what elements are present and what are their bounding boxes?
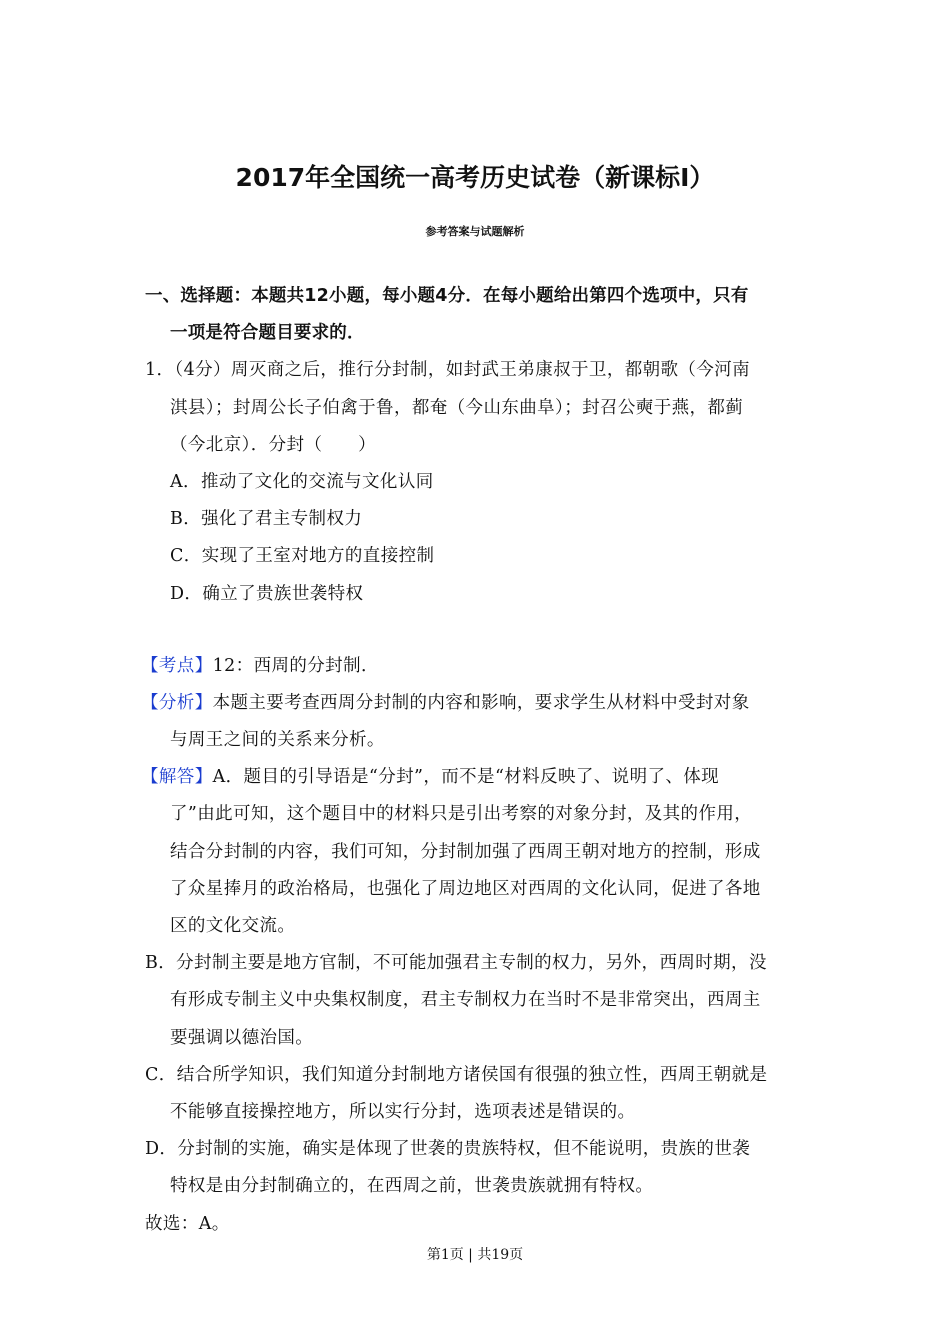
fenxi-text: 本题主要考查西周分封制的内容和影响，要求学生从材料中受封对象 xyxy=(212,692,750,713)
explain-b: B．分封制主要是地方官制，不可能加强君主专制的权力，另外，西周时期，没 xyxy=(145,953,767,974)
jieda-text: A．题目的引导语是“分封”，而不是“材料反映了、说明了、体现 xyxy=(212,767,720,788)
fenxi xyxy=(141,685,810,722)
jieda-tag: 【解答】 xyxy=(141,767,213,788)
option-d: D．确立了贵族世袭特权 xyxy=(170,583,364,604)
page-title: 2017年全国统一高考历史试卷（新课标Ⅰ） xyxy=(235,163,715,192)
page-subtitle: 参考答案与试题解析 xyxy=(425,225,525,238)
explain-d: 特权是由分封制确立的，在西周之前，世袭贵族就拥有特权。 xyxy=(170,1176,654,1197)
explain-c: 不能够直接操控地方，所以实行分封，选项表述是错误的。 xyxy=(170,1101,636,1122)
jieda-text: 结合分封制的内容，我们可知，分封制加强了西周王朝对地方的控制，形成 xyxy=(170,841,761,862)
section-heading-cont: 一项是符合题目要求的． xyxy=(170,323,365,344)
question-stem: 1．（4分）周灭商之后，推行分封制，如封武王弟康叔于卫，都朝歌（今河南 xyxy=(145,360,751,381)
page-footer: 第1页 | 共19页 xyxy=(426,1247,524,1263)
question-stem: （今北京）．分封（ ） xyxy=(170,434,377,455)
jieda-text: 区的文化交流。 xyxy=(170,916,296,936)
explain-b: 要强调以德治国。 xyxy=(170,1027,314,1048)
final-answer: 故选：A。 xyxy=(145,1213,230,1234)
question-stem: 淇县）；封周公长子伯禽于鲁，都奄（今山东曲阜）；封召公奭于燕，都蓟 xyxy=(170,397,744,418)
document-body xyxy=(141,278,810,1243)
fenxi-tag: 【分析】 xyxy=(141,692,213,713)
kaodian xyxy=(141,648,810,685)
jieda xyxy=(141,759,810,796)
option-c: C．实现了王室对地方的直接控制 xyxy=(170,546,435,567)
explain-b: 有形成专制主义中央集权制度，君主专制权力在当时不是非常突出，西周主 xyxy=(170,990,761,1011)
jieda-text: 了”由此可知，这个题目中的材料只是引出考察的对象分封，及其的作用， xyxy=(170,804,753,825)
kaodian-text: 12：西周的分封制． xyxy=(212,655,379,676)
fenxi-text: 与周王之间的关系来分析。 xyxy=(170,730,385,751)
option-a: A．推动了文化的交流与文化认同 xyxy=(170,471,434,492)
section-heading: 一、选择题：本题共12小题，每小题4分．在每小题给出第四个选项中，只有 xyxy=(145,286,749,306)
kaodian-tag: 【考点】 xyxy=(141,655,213,676)
jieda-text: 了众星捧月的政治格局，也强化了周边地区对西周的文化认同，促进了各地 xyxy=(170,878,761,899)
option-b: B．强化了君主专制权力 xyxy=(170,509,363,530)
explain-c: C．结合所学知识，我们知道分封制地方诸侯国有很强的独立性，西周王朝就是 xyxy=(145,1064,768,1085)
explain-d: D．分封制的实施，确实是体现了世袭的贵族特权，但不能说明，贵族的世袭 xyxy=(145,1139,751,1160)
